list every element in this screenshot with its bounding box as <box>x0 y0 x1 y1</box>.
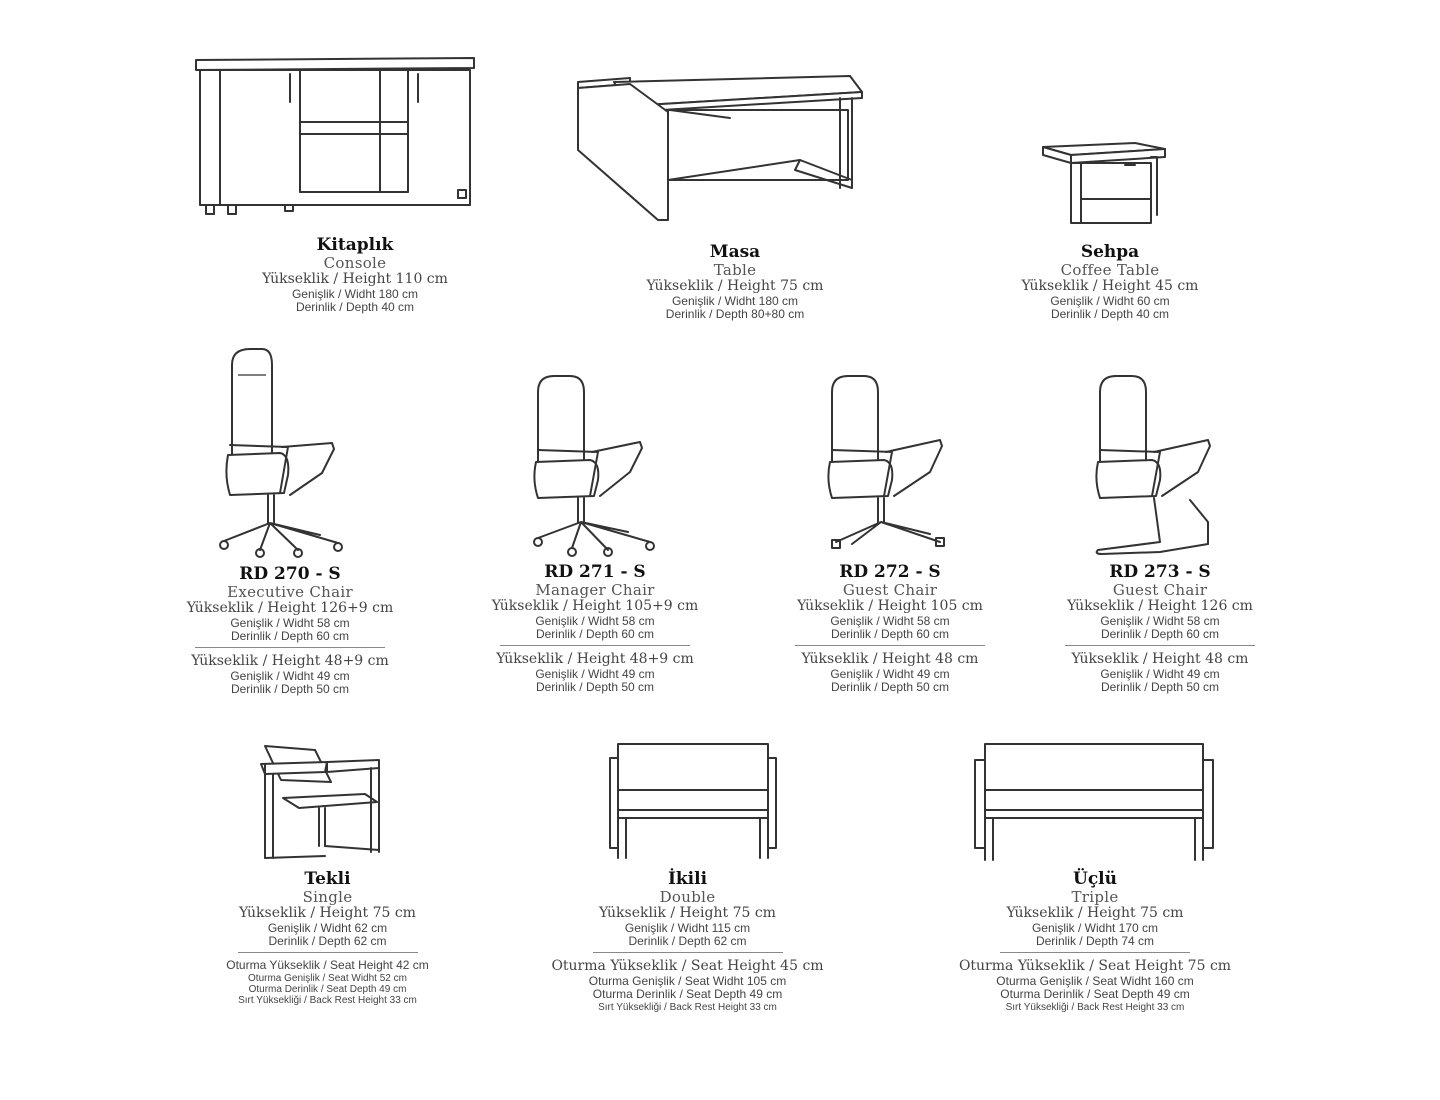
triple-width: Genişlik / Widht 170 cm <box>1031 920 1159 935</box>
rd270-seat-depth: Derinlik / Depth 50 cm <box>230 682 350 697</box>
double-seat-height: Oturma Yükseklik / Seat Height 45 cm <box>551 958 824 975</box>
rd271-seat-depth: Derinlik / Depth 50 cm <box>535 680 655 695</box>
rd272-divider <box>795 645 985 646</box>
single-divider <box>238 952 418 953</box>
table-subtitle: Table <box>713 261 757 280</box>
rd273-title: RD 273 - S <box>1109 562 1211 582</box>
double-subtitle: Double <box>659 888 716 907</box>
table-title: Masa <box>709 242 761 262</box>
rd271-subtitle: Manager Chair <box>535 581 655 600</box>
coffee-table-title: Sehpa <box>1080 242 1140 262</box>
triple-sofa-drawing <box>965 740 1220 865</box>
rd270-divider <box>195 647 385 648</box>
rd272-seat-height: Yükseklik / Height 48 cm <box>801 651 979 668</box>
triple-seat-width: Oturma Genişlik / Seat Widht 160 cm <box>996 974 1194 989</box>
rd272-height: Yükseklik / Height 105 cm <box>797 597 983 614</box>
rd273-height: Yükseklik / Height 126 cm <box>1067 597 1253 614</box>
rd270-subtitle: Executive Chair <box>227 583 353 602</box>
manager-chair-drawing <box>528 372 668 562</box>
rd271-seat-height: Yükseklik / Height 48+9 cm <box>496 651 694 668</box>
rd271-divider <box>500 645 690 646</box>
single-height: Yükseklik / Height 75 cm <box>239 904 416 921</box>
single-backrest-height: Sırt Yüksekliği / Back Rest Height 33 cm <box>238 995 417 1007</box>
rd271-seat-width: Genişlik / Widht 49 cm <box>535 667 655 682</box>
rd273-subtitle: Guest Chair <box>1112 581 1208 600</box>
rd271-depth: Derinlik / Depth 60 cm <box>535 626 655 641</box>
rd273-seat-depth: Derinlik / Depth 50 cm <box>1100 680 1220 695</box>
rd271-width: Genişlik / Widht 58 cm <box>535 613 655 628</box>
coffee-table-drawing <box>1035 135 1175 235</box>
single-subtitle: Single <box>302 888 353 907</box>
double-backrest-height: Sırt Yüksekliği / Back Rest Height 33 cm <box>598 1001 777 1013</box>
rd272-subtitle: Guest Chair <box>842 581 938 600</box>
console-width: Genişlik / Widht 180 cm <box>291 286 419 301</box>
guest-chair-273-drawing <box>1090 372 1230 557</box>
rd273-seat-height: Yükseklik / Height 48 cm <box>1071 651 1249 668</box>
triple-height: Yükseklik / Height 75 cm <box>1006 904 1184 921</box>
table-width: Genişlik / Widht 180 cm <box>671 293 799 308</box>
table-height: Yükseklik / Height 75 cm <box>646 277 824 294</box>
rd270-title: RD 270 - S <box>239 564 341 584</box>
rd270-seat-height: Yükseklik / Height 48+9 cm <box>191 653 389 670</box>
rd272-seat-depth: Derinlik / Depth 50 cm <box>830 680 950 695</box>
single-title: Tekli <box>304 869 351 889</box>
rd270-height: Yükseklik / Height 126+9 cm <box>186 599 394 616</box>
coffee-table-width: Genişlik / Widht 60 cm <box>1050 293 1170 308</box>
coffee-table-subtitle: Coffee Table <box>1060 261 1160 280</box>
rd272-depth: Derinlik / Depth 60 cm <box>830 626 950 641</box>
double-depth: Derinlik / Depth 62 cm <box>628 933 747 948</box>
rd272-seat-width: Genişlik / Widht 49 cm <box>830 667 950 682</box>
rd273-seat-width: Genişlik / Widht 49 cm <box>1100 667 1220 682</box>
executive-chair-drawing <box>210 345 350 560</box>
rd273-depth: Derinlik / Depth 60 cm <box>1100 626 1220 641</box>
single-width: Genişlik / Widht 62 cm <box>267 920 388 935</box>
double-width: Genişlik / Widht 115 cm <box>624 920 751 935</box>
triple-subtitle: Triple <box>1071 888 1119 907</box>
triple-depth: Derinlik / Depth 74 cm <box>1035 933 1155 948</box>
coffee-table-depth: Derinlik / Depth 40 cm <box>1050 306 1170 321</box>
triple-backrest-height: Sırt Yüksekliği / Back Rest Height 33 cm <box>1005 1001 1185 1013</box>
table-drawing <box>570 70 870 225</box>
single-seat-width: Oturma Genişlik / Seat Widht 52 cm <box>248 972 407 984</box>
single-armchair-drawing <box>255 742 390 867</box>
console-height: Yükseklik / Height 110 cm <box>262 270 448 287</box>
triple-seat-depth: Oturma Derinlik / Seat Depth 49 cm <box>1000 987 1190 1002</box>
console-title: Kitaplık <box>316 235 394 255</box>
double-title: İkili <box>667 869 708 889</box>
rd272-title: RD 272 - S <box>839 562 941 582</box>
single-seat-height: Oturma Yükseklik / Seat Height 42 cm <box>226 958 429 973</box>
triple-seat-height: Oturma Yükseklik / Seat Height 75 cm <box>958 958 1232 975</box>
rd272-width: Genişlik / Widht 58 cm <box>830 613 950 628</box>
rd270-seat-width: Genişlik / Widht 49 cm <box>230 669 350 684</box>
table-depth: Derinlik / Depth 80+80 cm <box>665 306 805 321</box>
coffee-table-height: Yükseklik / Height 45 cm <box>1021 277 1199 294</box>
single-depth: Derinlik / Depth 62 cm <box>268 933 387 948</box>
single-seat-depth: Oturma Derinlik / Seat Depth 49 cm <box>248 984 407 995</box>
rd270-width: Genişlik / Widht 58 cm <box>230 615 350 630</box>
console-drawing <box>190 50 485 220</box>
double-seat-width: Oturma Genişlik / Seat Widht 105 cm <box>588 974 787 989</box>
double-divider <box>593 952 783 953</box>
console-subtitle: Console <box>323 254 387 273</box>
triple-divider <box>1000 952 1190 953</box>
rd273-divider <box>1065 645 1255 646</box>
double-sofa-drawing <box>600 740 785 865</box>
console-depth: Derinlik / Depth 40 cm <box>295 299 415 314</box>
rd270-depth: Derinlik / Depth 60 cm <box>230 628 350 643</box>
rd271-title: RD 271 - S <box>544 562 646 582</box>
triple-title: Üçlü <box>1073 869 1117 889</box>
double-seat-depth: Oturma Derinlik / Seat Depth 49 cm <box>592 987 783 1002</box>
guest-chair-272-drawing <box>822 372 962 552</box>
rd273-width: Genişlik / Widht 58 cm <box>1100 613 1220 628</box>
rd271-height: Yükseklik / Height 105+9 cm <box>491 597 699 614</box>
double-height: Yükseklik / Height 75 cm <box>599 904 776 921</box>
